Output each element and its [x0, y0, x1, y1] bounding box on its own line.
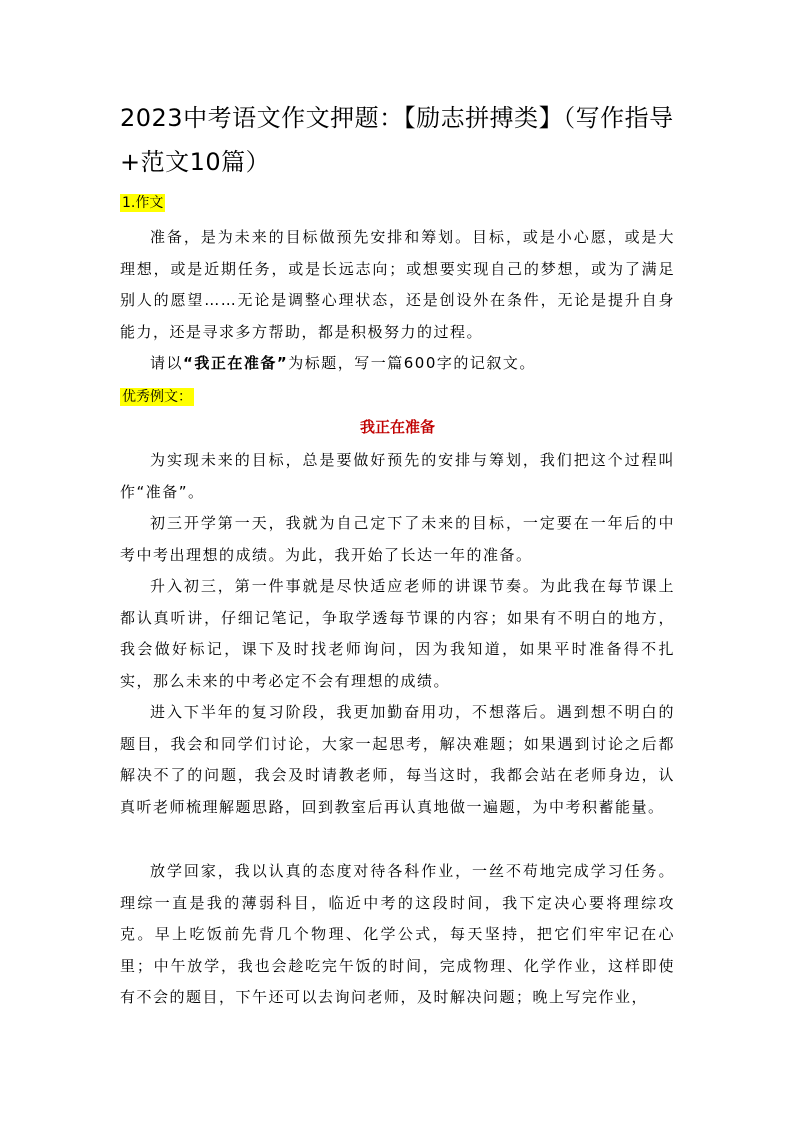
essay-paragraph-5: 放学回家，我以认真的态度对待各科作业，一丝不苟地完成学习任务。理综一直是我的薄弱科目，临近中考的这段时间，我下定决心要将理综攻克。早上吃饭前先背几个物理、化学公式，每天坚持，把它们牢牢记在心里；中午放学，我也会趁吃完午饭的时间，完成物理、化学作业，这样即使有不会的题目，下午还可以去询问老师，及时解决问题；晚上写完作业， — [120, 862, 675, 1006]
document-title: 2023中考语文作文押题：【励志拼搏类】（写作指导+范文10篇） — [120, 104, 674, 176]
essay-paragraph-4: 进入下半年的复习阶段，我更加勤奋用功，不想落后。遇到想不明白的题目，我会和同学们讨论，大家一起思考，解决难题；如果遇到讨论之后都解决不了的问题，我会及时请教老师，每当这时，我都会站在老师身边，认真听老师梳理解题思路，回到教室后再认真地做一遍题，为中考积蓄能量。 — [120, 703, 675, 816]
essay-paragraph-3: 升入初三，第一件事就是尽快适应老师的讲课节奏。为此我在每节课上都认真听讲，仔细记笔记，争取学透每节课的内容；如果有不明白的地方，我会做好标记，课下及时找老师询问，因为我知道，如果平时准备得不扎实，那么未来的中考必定不会有理想的成绩。 — [120, 577, 675, 690]
section-label: 1.作文 — [122, 195, 164, 211]
instruction-prefix: 请以 — [150, 354, 184, 372]
example-label: 优秀例文： — [122, 389, 192, 405]
instruction-suffix: 为标题，写一篇600字的记叙文。 — [288, 354, 536, 372]
instruction-paragraph — [120, 348, 675, 380]
essay-paragraph-1: 为实现未来的目标，总是要做好预先的安排与筹划，我们把这个过程叫作“准备”。 — [120, 451, 675, 501]
instruction-bold-title: “我正在准备” — [183, 354, 289, 372]
essay-title: 我正在准备 — [359, 418, 435, 436]
essay-paragraph-2: 初三开学第一天，我就为自己定下了未来的目标，一定要在一年后的中考中考出理想的成绩。为此，我开始了长达一年的准备。 — [120, 514, 675, 564]
prompt-paragraph: 准备，是为未来的目标做预先安排和筹划。目标，或是小心愿，或是大理想，或是近期任务，或是长远志向；或想要实现自己的梦想，或为了满足别人的愿望……无论是调整心理状态，还是创设外在条件，无论是提升自身能力，还是寻求多方帮助，都是积极努力的过程。 — [120, 228, 675, 341]
